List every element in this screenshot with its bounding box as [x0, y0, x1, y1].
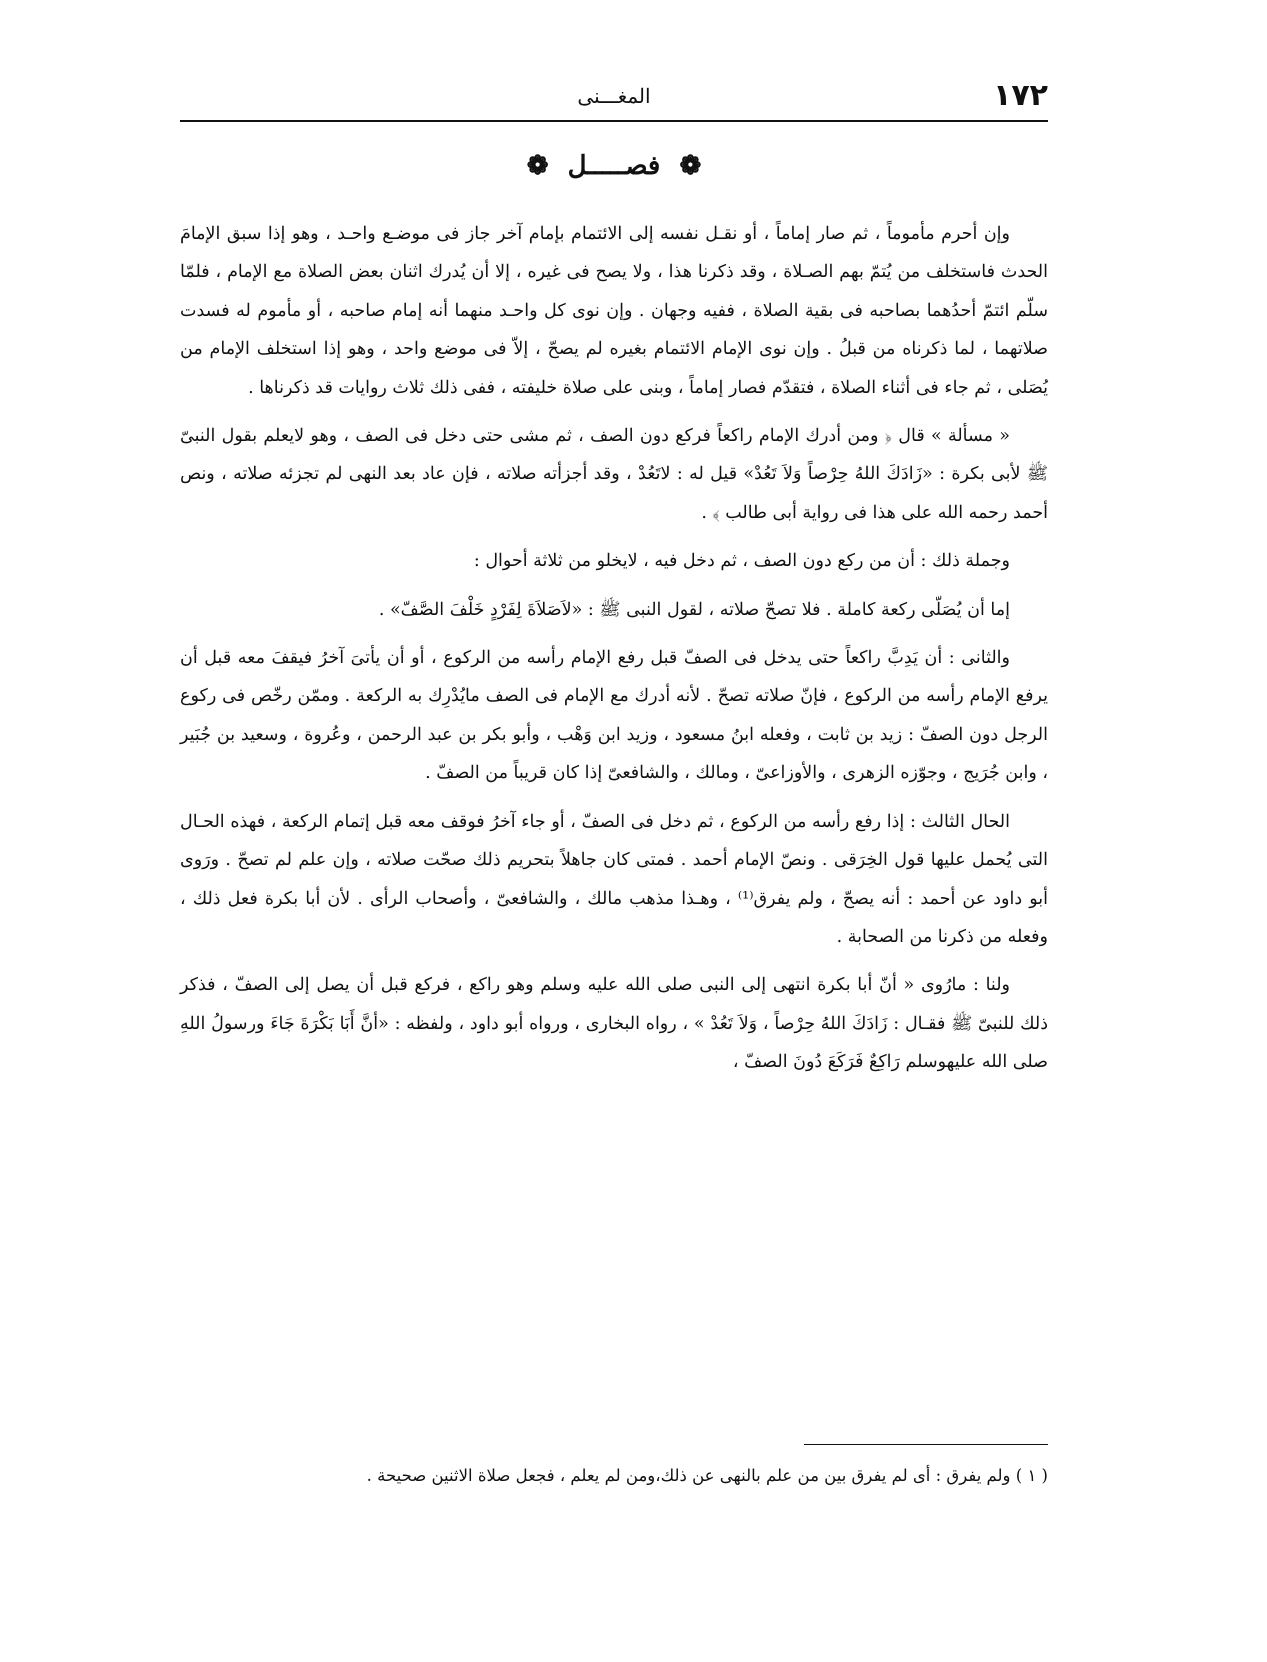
footnote: ( ١ ) ولم يفرق : أى لم يفرق بين من علم بالنهى عن ذلك،ومن لم يعلم ، فجعل صلاة الاثنين صحيحة .: [366, 1466, 1048, 1485]
paragraph-7: ولنا : مارُوى « أنّ أبا بكرة انتهى إلى النبى صلى الله عليه وسلم وهو راكع ، فركع قبل أن يصل إلى الصفّ ، فذكر ذلك للنبىّ ﷺ فقـال : زَادَكَ اللهُ حِرْصاً ، وَلاَ تَعُدْ » ، رواه البخارى ، ورواه أبو داود ، ولفظه : «أنَّ أَبَا بَكْرَةَ جَاءَ ورسولُ اللهِ صلى الله عليهوسلم رَاكِعٌ فَرَكَعَ دُونَ الصفّ ،: [180, 975, 1048, 1073]
section-heading: [180, 150, 1048, 194]
ornament-left-icon: ❁: [526, 151, 549, 181]
paragraph-6: الحال الثالث : إذا رفع رأسه من الركوع ، ثم دخل فى الصفّ ، أو جاء آخرُ فوقف معه قبل إتمام الركعة ، فهذه الحـال التى يُحمل عليها قول الخِرَقى . ونصّ الإمام أحمد . فمتى كان جاهلاً بتحريم ذلك صحّت صلاته ، وإن علم لم تصحّ . ورَوى أبو داود عن أحمد : أنه يصحّ ، ولم يفرق⁽¹⁾ ، وهـذا مذهب مالك ، والشافعىّ ، وأصحاب الرأى . لأن أبا بكرة فعل ذلك ، وفعله من ذكرنا من الصحابة .: [180, 811, 1048, 947]
page-header: [180, 70, 1048, 118]
running-title: المغـــنى: [577, 84, 651, 108]
paragraph-2-masala: « مسألة » قال ﴿ ومن أدرك الإمام راكعاً فركع دون الصف ، ثم مشى حتى دخل فى الصف ، وهو لايعلم بقول النبىّ ﷺ لأبى بكرة : «زَادَكَ اللهُ حِرْصاً وَلاَ تَعُدْ» قيل له : لاتَعُدْ ، وقد أجزأته صلاته ، فإن عاد بعد النهى لم تجزئه صلاته ، ونص أحمد رحمه الله على هذا فى رواية أبى طالب ﴾ .: [180, 426, 1048, 523]
header-rule: [180, 120, 1048, 122]
main-text: [180, 215, 1048, 1092]
footnote-rule: [804, 1444, 1048, 1445]
paragraph-1: وإن أحرم مأموماً ، ثم صار إماماً ، أو نقـل نفسه إلى الائتمام بإمام آخر جاز فى موضـع واحـد ، وهو إذا سبق الإمامَ الحدث فاستخلف من يُتمّ بهم الصـلاة ، وقد ذكرنا هذا ، ولا يصح فى غيره ، إلا أن يُدرك اثنان بعض الصلاة مع الإمام ، فلمّا سلّم ائتمّ أحدُهما بصاحبه فى بقية الصلاة ، ففيه وجهان . وإن نوى كل واحـد منهما أنه إمام صاحبه ، أو مأموم له فسدت صلاتهما ، لما ذكرناه من قبلُ . وإن نوى الإمام الائتمام بغيره لم يصحّ ، إلاّ فى موضع واحد ، وهو إذا استخلف الإمام من يُصَلى ، ثم جاء فى أثناء الصلاة ، فتقدّم فصار إماماً ، وبنى على صلاة خليفته ، ففى ذلك ثلاث روايات قد ذكرناها .: [180, 224, 1048, 398]
section-heading-text: فصـــــل: [567, 151, 661, 181]
ornament-right-icon: ❁: [679, 151, 702, 181]
paragraph-4: إما أن يُصَلّى ركعة كاملة . فلا تصحّ صلاته ، لقول النبى ﷺ : «لاَصَلاَةَ لِفَرْدٍ خَلْفَ الصَّفّ» .: [378, 599, 1010, 620]
paragraph-3: وجملة ذلك : أن من ركع دون الصف ، ثم دخل فيه ، لايخلو من ثلاثة أحوال :: [473, 551, 1010, 572]
paragraph-5: والثانى : أن يَدِبَّ راكعاً حتى يدخل فى الصفّ قبل رفع الإمام رأسه من الركوع ، أو أن يأتىَ آخرُ فيقفَ معه قبل أن يرفع الإمام رأسه من الركوع ، فإنّ صلاته تصحّ . لأنه أدرك مع الإمام فى الصف مايُدْرِك به الركعة . وممّن رخّص فى ركوع الرجل دون الصفّ : زيد بن ثابت ، وفعله ابنُ مسعود ، وزيد ابن وَهْب ، وأبو بكر بن عبد الرحمن ، وعُروة ، وسعيد بن جُبَير ، وابن جُرَيج ، وجوّزه الزهرى ، والأوزاعىّ ، ومالك ، والشافعىّ إذا كان قريباً من الصفّ .: [180, 648, 1048, 784]
page-number: ١٧٢: [993, 78, 1048, 113]
